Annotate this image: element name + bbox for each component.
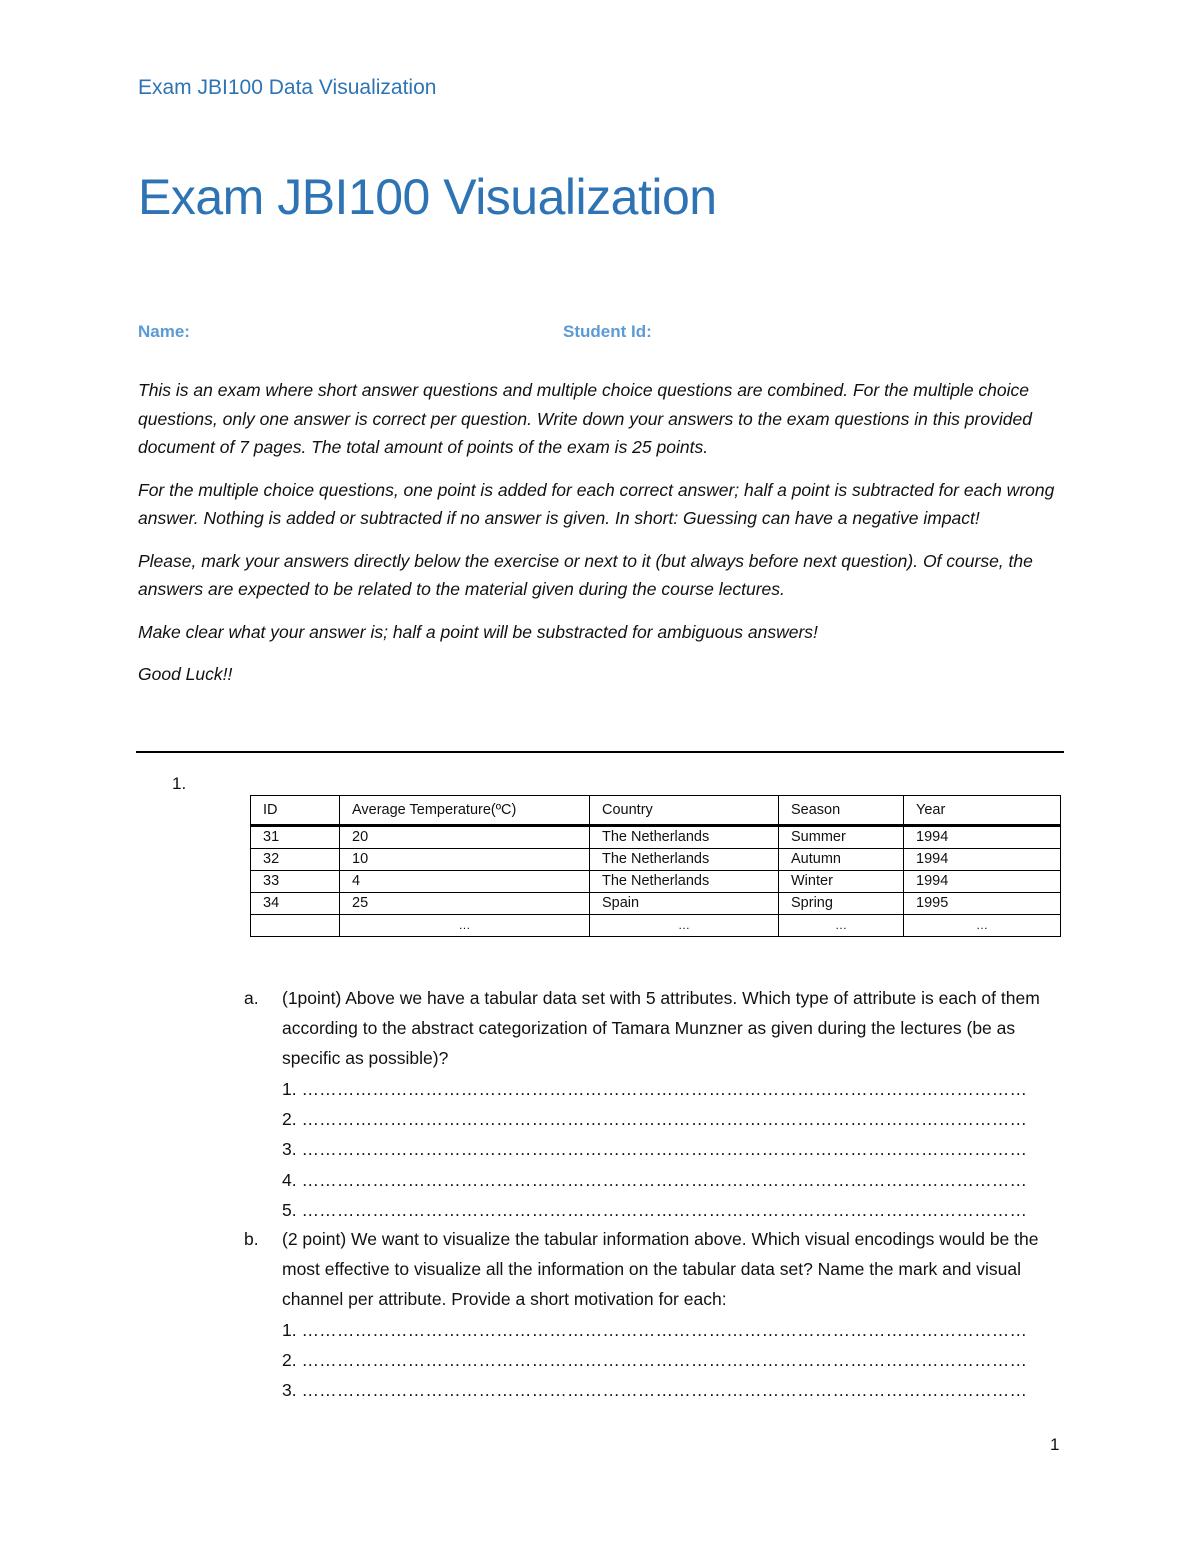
table-cell: 20	[340, 826, 590, 849]
page-number: 1	[1050, 1435, 1060, 1454]
instruction-paragraph: Please, mark your answers directly below the exercise or next to it (but always before next question). Of course, the answers are expected to be related to the material given during the course lectures.	[138, 550, 1033, 599]
instruction-paragraph: Make clear what your answer is; half a point will be substracted for ambiguous answers!	[138, 621, 818, 642]
answer-line-number: 1.	[282, 1079, 297, 1099]
part-b-marker: b.	[244, 1229, 259, 1249]
answer-line-dots: ……………………………………………………………………………………………………………	[301, 1109, 1028, 1130]
student-id-label: Student Id:	[563, 322, 652, 341]
table-cell: Summer	[779, 826, 904, 849]
part-a-marker: a.	[244, 988, 259, 1008]
table-cell: Spring	[779, 893, 904, 915]
part-a-answer-lines	[282, 1074, 1062, 1225]
question-number: 1.	[172, 774, 187, 793]
table-cell: 1994	[904, 849, 1061, 871]
table-cell: Autumn	[779, 849, 904, 871]
instruction-paragraph: This is an exam where short answer questions and multiple choice questions are combined. For the multiple choice questions, only one answer is correct per question. Write down your answers to the exam questions in this provided document of 7 pages. The total amount of points of the exam is 25 points.	[138, 380, 1032, 457]
table-cell: 1994	[904, 826, 1061, 849]
table-row	[251, 826, 1061, 849]
table-row	[251, 871, 1061, 893]
table-cell: 32	[251, 849, 340, 871]
data-table	[250, 795, 1061, 937]
section-divider	[136, 751, 1064, 753]
answer-line-number: 2.	[282, 1109, 297, 1130]
table-cell: 4	[340, 871, 590, 893]
answer-line-dots: ……………………………………………………………………………………………………………	[301, 1350, 1028, 1371]
table-cell: Spain	[590, 893, 779, 915]
answer-line[interactable]	[282, 1104, 1062, 1134]
answer-line-dots: ……………………………………………………………………………………………………………	[301, 1169, 1028, 1190]
answer-line[interactable]	[282, 1315, 1062, 1345]
instructions	[138, 376, 1068, 703]
running-header: Exam JBI100 Data Visualization	[138, 76, 437, 99]
table-cell: 1994	[904, 871, 1061, 893]
table-header-cell: Country	[590, 796, 779, 826]
table-cell: 1995	[904, 893, 1061, 915]
answer-line-dots: ……………………………………………………………………………………………………………	[301, 1320, 1028, 1340]
table-header-cell: Average Temperature(ºC)	[340, 796, 590, 826]
instruction-paragraph: For the multiple choice questions, one point is added for each correct answer; half a point is subtracted for each wrong answer. Nothing is added or subtracted if no answer is given. In short: Guessing can have a negative impact!	[138, 479, 1055, 528]
table-cell: 34	[251, 893, 340, 915]
table-header-cell: Season	[779, 796, 904, 826]
part-b-answer-lines	[282, 1315, 1062, 1406]
answer-line[interactable]	[282, 1195, 1062, 1225]
answer-line[interactable]	[282, 1134, 1062, 1164]
table-row	[251, 893, 1061, 915]
table-row	[251, 915, 1061, 937]
answer-line-dots: ……………………………………………………………………………………………………………	[301, 1199, 1028, 1220]
table-header-row	[251, 796, 1061, 826]
table-row	[251, 849, 1061, 871]
answer-line-number: 1.	[282, 1320, 297, 1340]
table-cell: 10	[340, 849, 590, 871]
answer-line-number: 3.	[282, 1139, 297, 1160]
answer-line-dots: ……………………………………………………………………………………………………………	[301, 1380, 1028, 1401]
table-cell: …	[340, 915, 590, 937]
table-cell: …	[904, 915, 1061, 937]
table-cell: …	[590, 915, 779, 937]
table-header-cell: Year	[904, 796, 1061, 826]
table-cell: 31	[251, 826, 340, 849]
answer-line[interactable]	[282, 1074, 1062, 1104]
table-header-cell: ID	[251, 796, 340, 826]
table-cell	[251, 915, 340, 937]
table-cell: The Netherlands	[590, 849, 779, 871]
part-a-text: (1point) Above we have a tabular data set with 5 attributes. Which type of attribute is each of them according to the abstract categorization of Tamara Munzner as given during the lectures (be as specific as possible)?	[282, 988, 1040, 1069]
part-b-text: (2 point) We want to visualize the tabular information above. Which visual encodings would be the most effective to visualize all the information on the tabular data set? Name the mark and visual channel per attribute. Provide a short motivation for each:	[282, 1229, 1039, 1310]
answer-line-dots: ……………………………………………………………………………………………………………	[301, 1139, 1028, 1160]
table-cell: 25	[340, 893, 590, 915]
table-cell: 33	[251, 871, 340, 893]
table-cell: The Netherlands	[590, 871, 779, 893]
name-label: Name:	[138, 322, 190, 341]
answer-line-number: 5.	[282, 1199, 297, 1220]
answer-line[interactable]	[282, 1375, 1062, 1405]
answer-line[interactable]	[282, 1165, 1062, 1195]
table-cell: The Netherlands	[590, 826, 779, 849]
answer-line-dots: ……………………………………………………………………………………………………………	[301, 1079, 1028, 1099]
instruction-paragraph: Good Luck!!	[138, 664, 233, 684]
answer-line-number: 2.	[282, 1350, 297, 1371]
table-cell: Winter	[779, 871, 904, 893]
answer-line[interactable]	[282, 1345, 1062, 1375]
table-cell: …	[779, 915, 904, 937]
answer-line-number: 4.	[282, 1169, 297, 1190]
answer-line-number: 3.	[282, 1380, 297, 1401]
document-title: Exam JBI100 Visualization	[138, 169, 717, 225]
